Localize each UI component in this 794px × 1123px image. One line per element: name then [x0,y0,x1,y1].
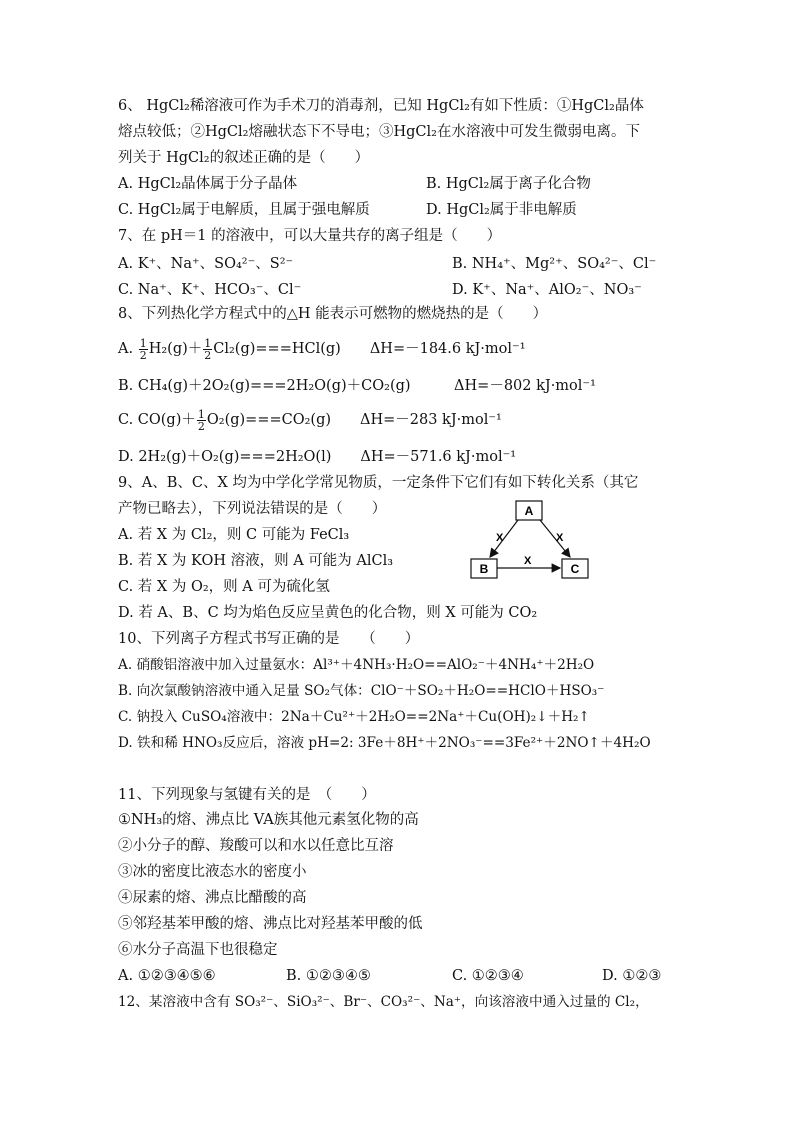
q10-option-c: C. 钠投入 CuSO₄溶液中：2Na＋Cu²⁺＋2H₂O==2Na⁺＋Cu(OH)₂↓＋H₂↑ [118,709,590,725]
q8-c-fraction [197,409,206,432]
q9-option-b: B. 若 X 为 KOH 溶液，则 A 可能为 AlCl₃ [118,553,394,569]
q9-line2: 产物已略去），下列说法错误的是（ ） [118,501,387,517]
q10-option-a: A. 硝酸铝溶液中加入过量氨水：Al³⁺＋4NH₃·H₂O==AlO₂⁻＋4NH₄⁺＋2H₂O [118,657,595,673]
q10-option-b: B. 向次氯酸钠溶液中通入足量 SO₂气体：ClO⁻＋SO₂＋H₂O==HClO＋HSO₃⁻ [118,683,605,699]
diagram-label-ac: X [556,532,564,544]
q8-a-frac1-num: 1 [139,336,147,350]
q7-option-c: C. Na⁺、K⁺、HCO₃⁻、Cl⁻ [118,282,302,298]
q8-a-frac1-den: 2 [139,348,147,362]
q7-stem: 7、在 pH＝1 的溶液中，可以大量共存的离子组是（ ） [118,228,502,244]
diagram-node-a: A [524,504,534,518]
q11-option-d: D. ①②③ [602,968,662,984]
diagram-label-ab: X [496,532,504,544]
q11-option-c: C. ①②③④ [452,968,524,984]
q8-option-c [118,405,502,435]
q11-stem: 11、下列现象与氢键有关的是 （ ） [118,787,376,803]
q8-a-rest: Cl₂(g)===HCl(g) ΔH=－184.6 kJ·mol⁻¹ [213,341,526,357]
q8-option-d: D. 2H₂(g)＋O₂(g)===2H₂O(l) ΔH=－571.6 kJ·mol⁻¹ [118,449,517,465]
q11-item-2: ②小分子的醇、羧酸可以和水以任意比互溶 [118,838,394,854]
q6-option-b: B. HgCl₂属于离子化合物 [426,176,591,192]
q11-item-6: ⑥水分子高温下也很稳定 [118,942,278,958]
q8-a-mid: H₂(g)＋ [148,341,203,357]
q11-item-5: ⑤邻羟基苯甲酸的熔、沸点比对羟基苯甲酸的低 [118,916,423,932]
q8-a-label: A. [118,341,134,357]
q9-conversion-diagram [466,496,596,586]
q9-line1: 9、A、B、C、X 均为中学化学常见物质，一定条件下它们有如下转化关系（其它 [118,475,639,491]
diagram-arrow-a-c [540,520,570,557]
q8-a-frac2-num: 1 [204,336,212,350]
q12-stem: 12、某溶液中含有 SO₃²⁻、SiO₃²⁻、Br⁻、CO₃²⁻、Na⁺，向该溶液中通入过量的 Cl₂， [118,994,649,1010]
q8-stem: 8、下列热化学方程式中的△H 能表示可燃物的燃烧热的是（ ） [118,306,548,322]
q8-c-label: C. CO(g)＋ [118,412,196,428]
q8-c-frac-num: 1 [197,407,205,421]
diagram-node-b: B [479,562,489,576]
q8-a-frac2-den: 2 [204,348,212,362]
q6-option-c: C. HgCl₂属于电解质，且属于强电解质 [118,202,370,218]
q7-option-d: D. K⁺、Na⁺、AlO₂⁻、NO₃⁻ [452,282,642,298]
q6-option-a: A. HgCl₂晶体属于分子晶体 [118,176,298,192]
q11-item-3: ③冰的密度比液态水的密度小 [118,864,307,880]
q9-option-c: C. 若 X 为 O₂，则 A 可为硫化氢 [118,579,330,595]
q8-option-b: B. CH₄(g)＋2O₂(g)===2H₂O(g)＋CO₂(g) ΔH=－802 kJ·mol⁻¹ [118,378,596,394]
q10-option-d: D. 铁和稀 HNO₃反应后，溶液 pH=2: 3Fe＋8H⁺＋2NO₃⁻==3Fe²⁺＋2NO↑＋4H₂O [118,735,651,751]
diagram-arrow-a-b [490,520,518,557]
q11-option-b: B. ①②③④⑤ [286,968,371,984]
q8-c-frac-den: 2 [197,419,205,433]
q7-option-b: B. NH₄⁺、Mg²⁺、SO₄²⁻、Cl⁻ [452,256,657,272]
q6-option-d: D. HgCl₂属于非电解质 [426,202,577,218]
q6-line3: 列关于 HgCl₂的叙述正确的是（ ） [118,150,370,166]
q7-option-a: A. K⁺、Na⁺、SO₄²⁻、S²⁻ [118,256,294,272]
q11-item-1: ①NH₃的熔、沸点比 VA族其他元素氢化物的高 [118,812,419,828]
diagram-label-bc: X [524,555,532,567]
q8-option-a [118,334,526,364]
q6-line2: 熔点较低；②HgCl₂熔融状态下不导电；③HgCl₂在水溶液中可发生微弱电离。下 [118,124,640,140]
q9-option-d: D. 若 A、B、C 均为焰色反应呈黄色的化合物，则 X 可能为 CO₂ [118,605,538,621]
q11-item-4: ④尿素的熔、沸点比醋酸的高 [118,890,307,906]
q6-line1: 6、 HgCl₂稀溶液可作为手术刀的消毒剂，已知 HgCl₂有如下性质：①HgCl₂晶体 [118,98,644,114]
q11-option-a: A. ①②③④⑤⑥ [118,968,216,984]
diagram-node-c: C [570,562,580,576]
q8-a-fraction2 [203,338,212,361]
q9-option-a: A. 若 X 为 Cl₂，则 C 可能为 FeCl₃ [118,527,350,543]
q8-c-rest: O₂(g)===CO₂(g) ΔH=－283 kJ·mol⁻¹ [206,412,502,428]
q8-a-fraction1 [139,338,148,361]
q10-stem: 10、下列离子方程式书写正确的是 （ ） [118,631,420,647]
